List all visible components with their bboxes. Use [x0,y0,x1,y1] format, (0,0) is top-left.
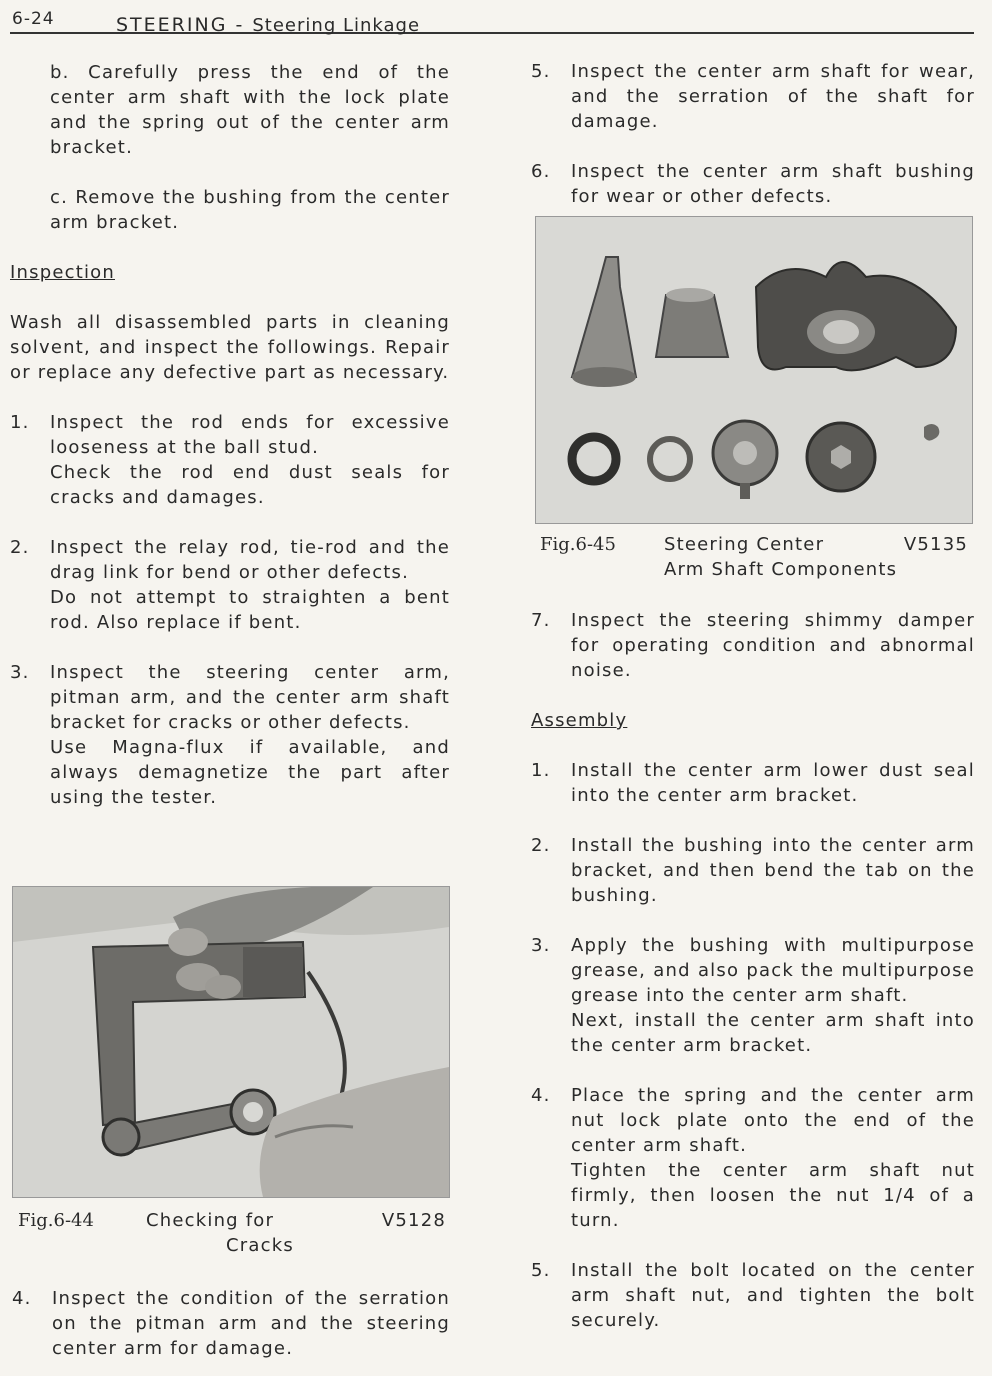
item-number: 2. [10,537,30,558]
chapter-name: STEERING [116,14,228,36]
figure-title-line2: Arm Shaft Components [664,559,898,580]
inspection-item-4 [12,1286,450,1361]
step-text: Install the bushing into the center arm bracket, and then bend the tab on the bushing. [571,835,975,906]
step-number: 1. [531,760,551,781]
step-text: Install the bolt located on the center arm shaft nut, and tighten the bolt securely. [571,1260,975,1331]
figure-6-44-caption [18,1208,450,1260]
figure-6-44-photo [12,886,450,1198]
item-text: Inspect the steering center arm, pitman arm, and the center arm shaft bracket for cracks or other defects. [50,662,450,733]
step-text: Install the center arm lower dust seal into the center arm bracket. [571,760,975,806]
inspection-item-1 [10,410,450,510]
item-number: 7. [531,610,551,631]
right-column-bottom [531,608,975,1333]
inspection-item-7 [531,608,975,683]
step-note: Tighten the center arm shaft nut firmly, then loosen the nut 1/4 of a turn. [571,1160,975,1231]
inspection-item-2 [10,535,450,635]
page-number: 6-24 [12,9,55,29]
section-name: Steering Linkage [252,15,421,36]
step-b: b. Carefully press the end of the center arm shaft with the lock plate and the spring out of the center arm bracket. [50,62,450,158]
crack-tester-illustration [13,887,449,1197]
item-number: 3. [10,662,30,683]
figure-title-line1: Steering Center [664,534,825,555]
assembly-step-5 [531,1258,975,1333]
figure-6-45-caption [540,532,972,584]
title-separator: - [235,14,245,36]
figure-title-line2: Cracks [226,1235,294,1256]
item-number: 5. [531,61,551,82]
assembly-heading: Assembly [531,710,628,731]
item-text: Inspect the condition of the serration on the pitman arm and the steering center arm for damage. [52,1288,450,1359]
item-note: Do not attempt to straighten a bent rod. Also replace if bent. [50,587,450,633]
inspection-heading: Inspection [10,262,115,283]
item-text: Inspect the rod ends for excessive looseness at the ball stud. [50,412,450,458]
assembly-step-2 [531,833,975,908]
item-note: Check the rod end dust seals for cracks and damages. [50,462,450,508]
shaft-components-illustration [536,217,972,523]
figure-label: Fig.6-45 [540,534,616,555]
assembly-step-3 [531,933,975,1058]
inspection-item-5 [531,59,975,134]
step-number: 3. [531,935,551,956]
inspection-intro: Wash all disassembled parts in cleaning solvent, and inspect the followings. Repair or replace any defective part as necessary. [10,312,450,383]
figure-label: Fig.6-44 [18,1210,94,1231]
step-number: 4. [531,1085,551,1106]
step-note: Next, install the center arm shaft into the center arm bracket. [571,1010,975,1056]
page-header [10,6,974,34]
figure-code: V5135 [903,534,968,555]
item-text: Inspect the steering shimmy damper for operating condition and abnormal noise. [571,610,975,681]
step-number: 5. [531,1260,551,1281]
step-text: Apply the bushing with multipurpose grease, and also pack the multipurpose grease into the center arm shaft. [571,935,975,1006]
item-number: 4. [12,1288,32,1309]
step-number: 2. [531,835,551,856]
left-column [10,60,450,810]
assembly-step-1 [531,758,975,808]
inspection-item-3 [10,660,450,810]
step-text: Place the spring and the center arm nut lock plate onto the end of the center arm shaft. [571,1085,975,1156]
item-number: 1. [10,412,30,433]
item-note: Use Magna-flux if available, and always demagnetize the part after using the tester. [50,737,450,808]
item-number: 6. [531,161,551,182]
assembly-step-4 [531,1083,975,1233]
step-c: c. Remove the bushing from the center arm bracket. [50,187,450,233]
figure-6-45-photo [535,216,973,524]
item-text: Inspect the center arm shaft for wear, and the serration of the shaft for damage. [571,61,975,132]
right-column-top [531,59,975,209]
figure-code: V5128 [381,1210,446,1231]
figure-title-line1: Checking for [146,1210,275,1231]
inspection-item-6 [531,159,975,209]
item-text: Inspect the center arm shaft bushing for wear or other defects. [571,161,975,207]
chapter-title [116,14,420,36]
item-text: Inspect the relay rod, tie-rod and the drag link for bend or other defects. [50,537,450,583]
